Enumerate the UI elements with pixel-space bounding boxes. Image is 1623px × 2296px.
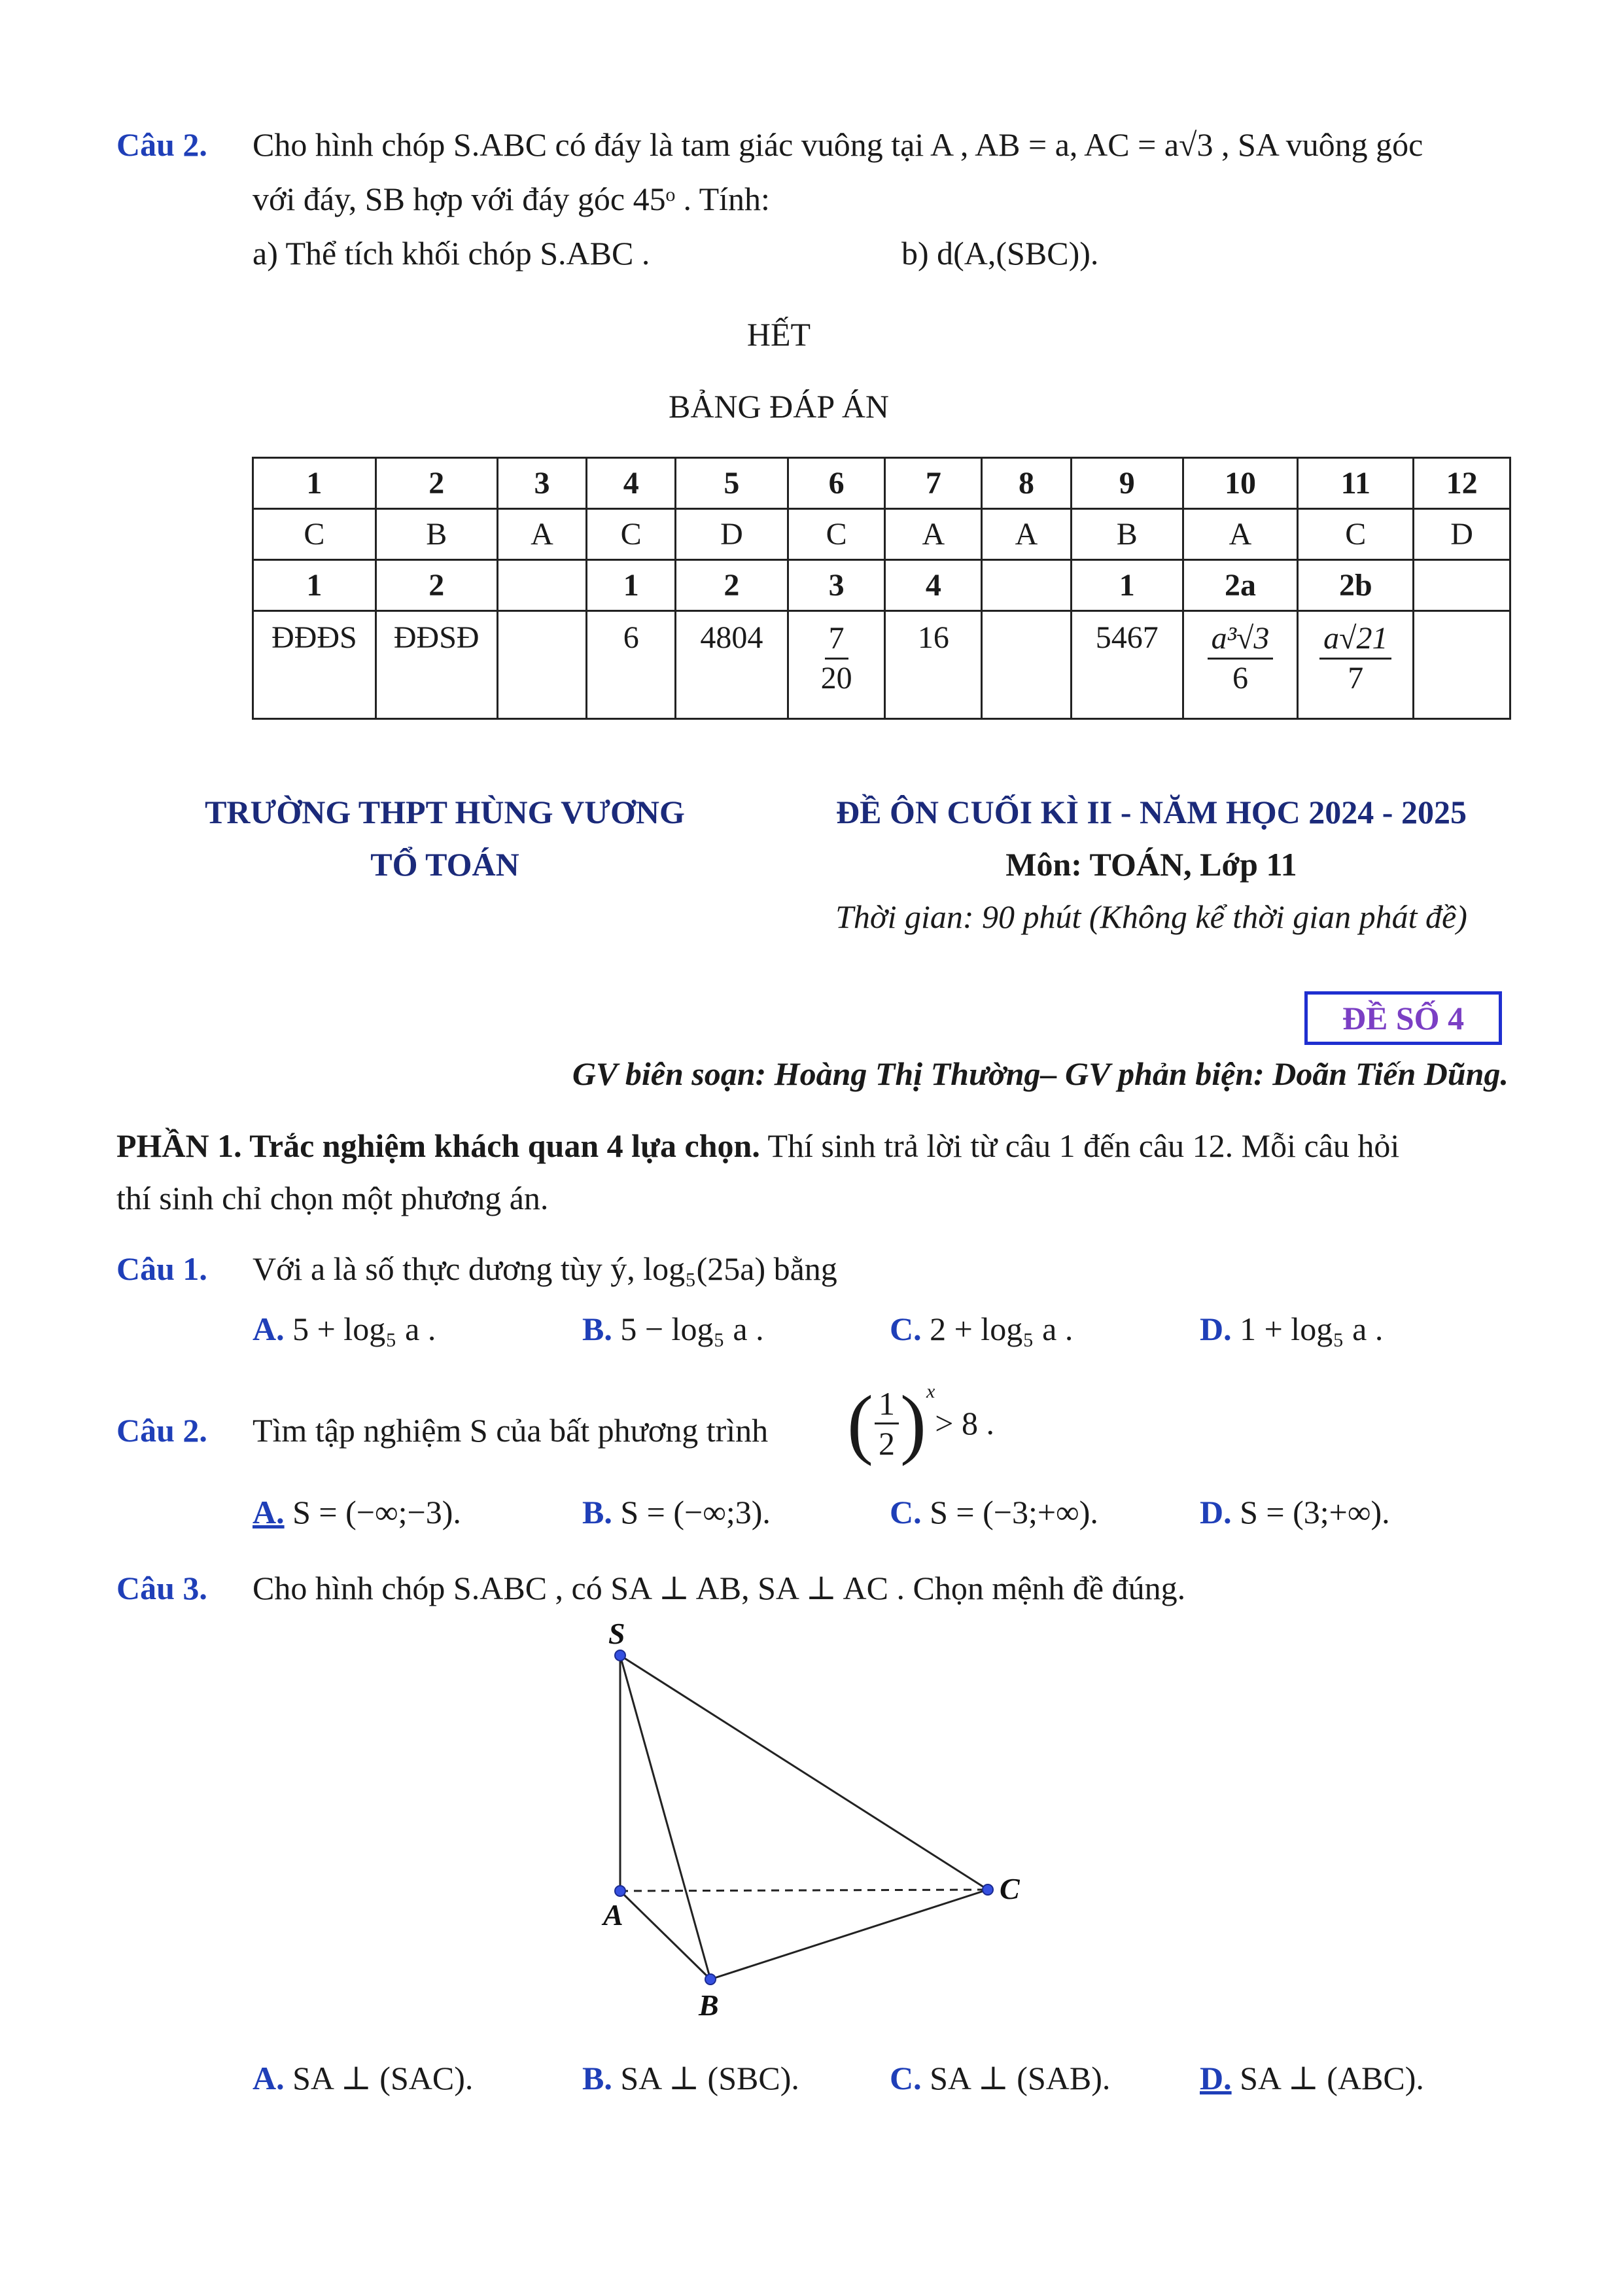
cell: 4804 (676, 611, 788, 719)
cell: ĐĐSĐ (375, 611, 497, 719)
exam-duration: Thời gian: 90 phút (Không kể thời gian phát đề) (835, 898, 1467, 935)
cell: A (1183, 509, 1298, 560)
question-number: Câu 2. (116, 1412, 207, 1449)
question-part-a: a) Thể tích khối chóp S.ABC . (253, 235, 650, 272)
exam-code-box: ĐỀ SỐ 4 (1304, 991, 1502, 1045)
option-a[interactable]: A. S = (−∞;−3). (253, 1494, 461, 1530)
question-number: Câu 1. (116, 1250, 207, 1287)
cell-fraction: $\frac{7}{20}$ (788, 611, 885, 719)
cell: C (587, 509, 676, 560)
cell (497, 560, 587, 611)
exam-authors: GV biên soạn: Hoàng Thị Thường– GV phản biện: Doãn Tiến Dũng. (572, 1055, 1509, 1092)
school-name: TRƯỜNG THPT HÙNG VƯƠNG (205, 794, 685, 830)
cell (1414, 611, 1510, 719)
cell: D (676, 509, 788, 560)
cell (982, 560, 1072, 611)
cell: 2b (1298, 560, 1414, 611)
cell-fraction: $\frac{a√21}{7}$ (1298, 611, 1414, 719)
cell: D (1414, 509, 1510, 560)
cell: 3 (788, 560, 885, 611)
vertex-a (615, 1886, 625, 1896)
cell: B (1071, 509, 1183, 560)
cell: 5 (676, 458, 788, 509)
question-text-line2: với đáy, SB hợp với đáy góc 45ᵒ . Tính: (253, 181, 770, 217)
cell: 2 (375, 560, 497, 611)
option-a[interactable]: A. 5 + log₅ a . (253, 1311, 436, 1347)
cell: 1 (253, 458, 376, 509)
option-c[interactable]: C. S = (−3;+∞). (890, 1494, 1098, 1530)
answer-table-title: BẢNG ĐÁP ÁN (668, 388, 890, 425)
cell (982, 611, 1072, 719)
cell (1414, 560, 1510, 611)
cell: C (253, 509, 376, 560)
answer-table (252, 457, 1511, 720)
part-1-description: thí sinh chỉ chọn một phương án. (116, 1180, 549, 1216)
label-b: B (699, 1988, 719, 2022)
edge-bc (710, 1890, 988, 1979)
label-c: C (1000, 1872, 1020, 1905)
option-b[interactable]: B. 5 − log₅ a . (582, 1311, 764, 1347)
question-text: Cho hình chóp S.ABC có đáy là tam giác vuông tại A , AB = a, AC = a√3 , SA vuông góc (253, 126, 1423, 163)
option-b[interactable]: B. SA ⊥ (SBC). (582, 2060, 799, 2096)
option-a[interactable]: A. SA ⊥ (SAC). (253, 2060, 474, 2096)
cell: 4 (885, 560, 982, 611)
option-c[interactable]: C. 2 + log₅ a . (890, 1311, 1073, 1347)
label-s: S (608, 1617, 625, 1650)
inequality-expression: ( $\frac{1}{2}$ ) x > 8 . (847, 1379, 994, 1466)
cell: 7 (885, 458, 982, 509)
cell: B (375, 509, 497, 560)
option-d[interactable]: D. SA ⊥ (ABC). (1200, 2060, 1424, 2096)
answer-row-header-2 (253, 560, 1510, 611)
end-marker: HẾT (746, 316, 811, 353)
vertex-c (983, 1884, 993, 1895)
cell: 2a (1183, 560, 1298, 611)
cell: 9 (1071, 458, 1183, 509)
question-text: Với a là số thực dương tùy ý, log₅(25a) bằng (253, 1250, 837, 1287)
answer-row-header-1 (253, 458, 1510, 509)
cell: 6 (788, 458, 885, 509)
part-1-heading: PHẦN 1. Trắc nghiệm khách quan 4 lựa chọn. Thí sinh trả lời từ câu 1 đến câu 12. Mỗi câu hỏi (116, 1127, 1400, 1164)
cell: 1 (587, 560, 676, 611)
cell: C (1298, 509, 1414, 560)
edge-ab (620, 1891, 710, 1979)
question-number: Câu 3. (116, 1570, 207, 1606)
question-text: Tìm tập nghiệm S của bất phương trình (253, 1412, 769, 1449)
option-c[interactable]: C. SA ⊥ (SAB). (890, 2060, 1111, 2096)
cell: 1 (1071, 560, 1183, 611)
cell: 3 (497, 458, 587, 509)
answer-row-2 (253, 611, 1510, 719)
cell: 11 (1298, 458, 1414, 509)
cell: 2 (676, 560, 788, 611)
cell: 5467 (1071, 611, 1183, 719)
question-text: Cho hình chóp S.ABC , có SA ⊥ AB, SA ⊥ AC . Chọn mệnh đề đúng. (253, 1570, 1186, 1606)
cell: A (885, 509, 982, 560)
question-number: Câu 2. (116, 126, 207, 163)
vertex-s (615, 1650, 625, 1661)
cell: 16 (885, 611, 982, 719)
option-b[interactable]: B. S = (−∞;3). (582, 1494, 771, 1530)
cell: A (982, 509, 1072, 560)
cell: 12 (1414, 458, 1510, 509)
pyramid-figure (589, 1616, 1060, 2022)
option-d[interactable]: D. S = (3;+∞). (1200, 1494, 1390, 1530)
question-part-b: b) d(A,(SBC)). (901, 235, 1099, 272)
cell-fraction: $\frac{\text{a³√3}}{6}$ (1183, 611, 1298, 719)
option-d[interactable]: D. 1 + log₅ a . (1200, 1311, 1384, 1347)
label-a: A (603, 1898, 623, 1932)
cell: 2 (375, 458, 497, 509)
cell: 8 (982, 458, 1072, 509)
cell: 1 (253, 560, 376, 611)
department-name: TỔ TOÁN (370, 846, 519, 883)
cell: 10 (1183, 458, 1298, 509)
cell: 4 (587, 458, 676, 509)
edge-ac-hidden (620, 1890, 988, 1891)
cell: 6 (587, 611, 676, 719)
cell (497, 611, 587, 719)
vertex-b (705, 1974, 716, 1985)
exam-subject: Môn: TOÁN, Lớp 11 (1005, 846, 1297, 883)
cell: ĐĐĐS (253, 611, 376, 719)
answer-row-1 (253, 509, 1510, 560)
cell: A (497, 509, 587, 560)
exam-title: ĐỀ ÔN CUỐI KÌ II - NĂM HỌC 2024 - 2025 (836, 794, 1467, 830)
cell: C (788, 509, 885, 560)
